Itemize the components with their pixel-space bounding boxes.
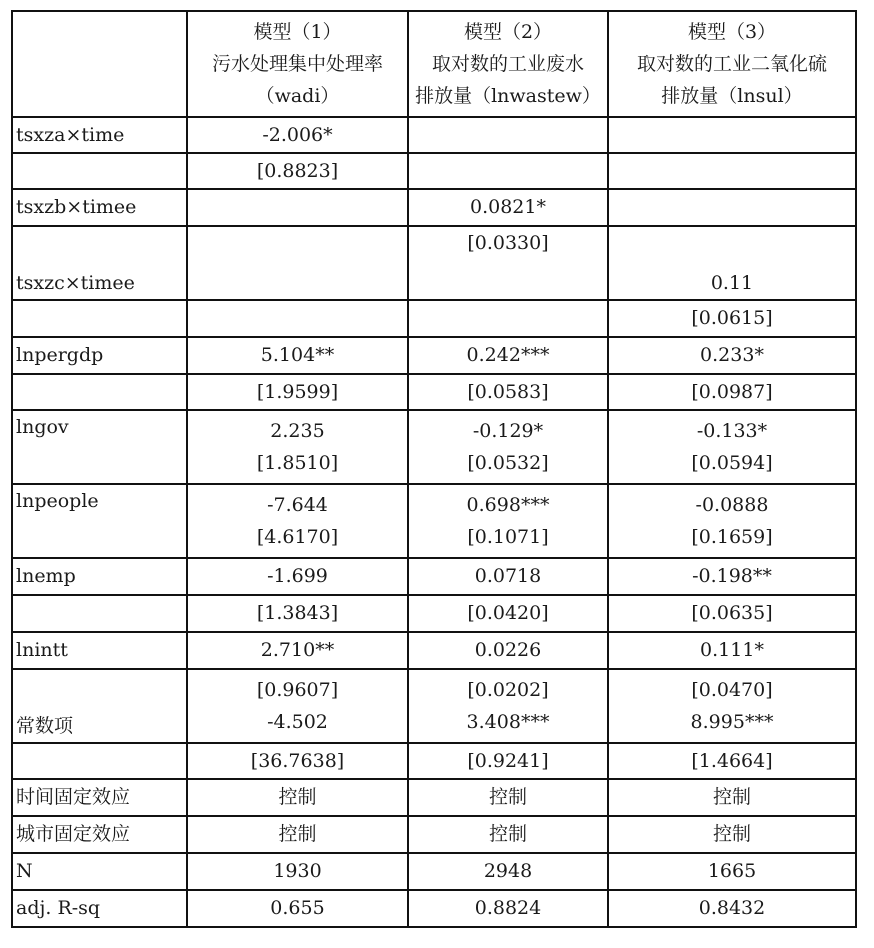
cell-model-3: 1665 [608, 853, 856, 890]
header-model-2 [408, 11, 608, 117]
header-model-3 [608, 11, 856, 117]
variable-name: lnpeople [12, 484, 187, 558]
table-row [12, 779, 856, 816]
variable-name: lngov [12, 410, 187, 484]
standard-error: [4.6170] [256, 526, 339, 548]
cell-model-3 [608, 189, 856, 226]
table-row [12, 558, 856, 595]
table-row [12, 632, 856, 669]
cell-model-1: 1930 [187, 853, 408, 890]
table-row [12, 189, 856, 226]
regression-table [11, 10, 857, 928]
table-row [12, 410, 856, 484]
variable-name: 常数项 [12, 669, 187, 743]
coefficient: 8.995*** [690, 711, 774, 733]
cell-model-3: [0.0615] [608, 300, 856, 337]
variable-name: tsxzb×timee [12, 189, 187, 226]
cell-model-1: 2.710** [187, 632, 408, 669]
standard-error: [0.0470] [691, 679, 773, 701]
cell-model-1: [36.7638] [187, 743, 408, 779]
variable-name: N [12, 853, 187, 890]
cell-model-2 [408, 484, 608, 558]
cell-model-2 [408, 300, 608, 337]
cell-model-1 [187, 189, 408, 226]
header-corner [12, 11, 187, 117]
cell-model-3: [1.4664] [608, 743, 856, 779]
cell-model-2: 0.0718 [408, 558, 608, 595]
cell-model-1: 0.655 [187, 890, 408, 927]
cell-model-1 [187, 669, 408, 743]
cell-model-1 [187, 484, 408, 558]
cell-model-3: 0.11 [608, 226, 856, 300]
model-dependent-variable: 污水处理集中处理率 [211, 53, 383, 75]
standard-error: [0.1659] [691, 526, 773, 548]
variable-name: 城市固定效应 [12, 816, 187, 853]
cell-model-1: 控制 [187, 779, 408, 816]
standard-error: [0.0594] [691, 452, 773, 474]
cell-model-2: 2948 [408, 853, 608, 890]
table-row [12, 484, 856, 558]
cell-model-2 [408, 669, 608, 743]
table-row [12, 853, 856, 890]
table-row [12, 890, 856, 927]
coefficient: -0.133* [696, 420, 768, 442]
cell-model-1: [1.9599] [187, 374, 408, 410]
model-title: 模型（3） [687, 21, 777, 43]
variable-name: lnintt [12, 632, 187, 669]
variable-name [12, 743, 187, 779]
model-dependent-variable: 取对数的工业废水 [431, 53, 584, 75]
cell-model-3 [608, 484, 856, 558]
cell-model-1: 控制 [187, 816, 408, 853]
cell-model-3: 0.8432 [608, 890, 856, 927]
variable-name [12, 595, 187, 632]
model-dependent-variable: 取对数的工业二氧化硫 [636, 53, 827, 75]
cell-model-1 [187, 410, 408, 484]
standard-error: [0.9607] [256, 679, 339, 701]
model-dependent-variable-code: 排放量（lnsul） [661, 85, 803, 107]
cell-model-1: [1.3843] [187, 595, 408, 632]
cell-model-2: 0.0821* [408, 189, 608, 226]
variable-name: adj. R-sq [12, 890, 187, 927]
cell-model-3: 0.233* [608, 337, 856, 374]
model-dependent-variable-code: 排放量（lnwastew） [415, 85, 601, 107]
cell-model-3 [608, 669, 856, 743]
model-title: 模型（2） [463, 21, 553, 43]
table-row [12, 816, 856, 853]
cell-model-3: 控制 [608, 816, 856, 853]
standard-error: [0.1071] [467, 526, 549, 548]
cell-model-3: [0.0987] [608, 374, 856, 410]
cell-model-2 [408, 153, 608, 189]
coefficient: 3.408*** [466, 711, 550, 733]
table-row [12, 669, 856, 743]
model-title: 模型（1） [253, 21, 342, 43]
cell-model-3: 0.111* [608, 632, 856, 669]
header-row [12, 11, 856, 117]
cell-model-3 [608, 117, 856, 153]
header-model-1 [187, 11, 408, 117]
model-dependent-variable-code: （wadi） [255, 85, 340, 107]
table-row [12, 595, 856, 632]
coefficient: -4.502 [267, 711, 328, 733]
standard-error: [1.8510] [256, 452, 339, 474]
cell-model-2: 0.8824 [408, 890, 608, 927]
variable-name: lnpergdp [12, 337, 187, 374]
variable-name [12, 300, 187, 337]
cell-model-1 [187, 226, 408, 300]
coefficient: -0.0888 [695, 494, 769, 516]
standard-error: [0.0532] [467, 452, 549, 474]
table-row [12, 337, 856, 374]
cell-model-3: -0.198** [608, 558, 856, 595]
table-row [12, 226, 856, 300]
table-row [12, 300, 856, 337]
standard-error: [0.0202] [467, 679, 549, 701]
cell-model-2: 控制 [408, 816, 608, 853]
cell-model-3: 控制 [608, 779, 856, 816]
variable-name: tsxza×time [12, 117, 187, 153]
table-row [12, 743, 856, 779]
table-row [12, 117, 856, 153]
cell-model-1: -2.006* [187, 117, 408, 153]
table-row [12, 374, 856, 410]
cell-model-2: [0.0583] [408, 374, 608, 410]
variable-name: tsxzc×timee [12, 226, 187, 300]
coefficient: 0.698*** [466, 494, 550, 516]
cell-model-3 [608, 410, 856, 484]
cell-model-3 [608, 153, 856, 189]
cell-model-2 [408, 410, 608, 484]
variable-name: lnemp [12, 558, 187, 595]
cell-model-2: 0.242*** [408, 337, 608, 374]
cell-model-1 [187, 300, 408, 337]
coefficient: -7.644 [267, 494, 328, 516]
cell-model-1: -1.699 [187, 558, 408, 595]
cell-model-1: [0.8823] [187, 153, 408, 189]
cell-model-2 [408, 117, 608, 153]
cell-model-2: [0.0420] [408, 595, 608, 632]
cell-model-2: 0.0226 [408, 632, 608, 669]
table-row [12, 153, 856, 189]
variable-name [12, 153, 187, 189]
variable-name [12, 374, 187, 410]
cell-model-2: [0.0330] [408, 226, 608, 300]
cell-model-2: 控制 [408, 779, 608, 816]
coefficient: 2.235 [270, 420, 325, 442]
cell-model-3: [0.0635] [608, 595, 856, 632]
cell-model-1: 5.104** [187, 337, 408, 374]
coefficient: -0.129* [472, 420, 544, 442]
cell-model-2: [0.9241] [408, 743, 608, 779]
variable-name: 时间固定效应 [12, 779, 187, 816]
